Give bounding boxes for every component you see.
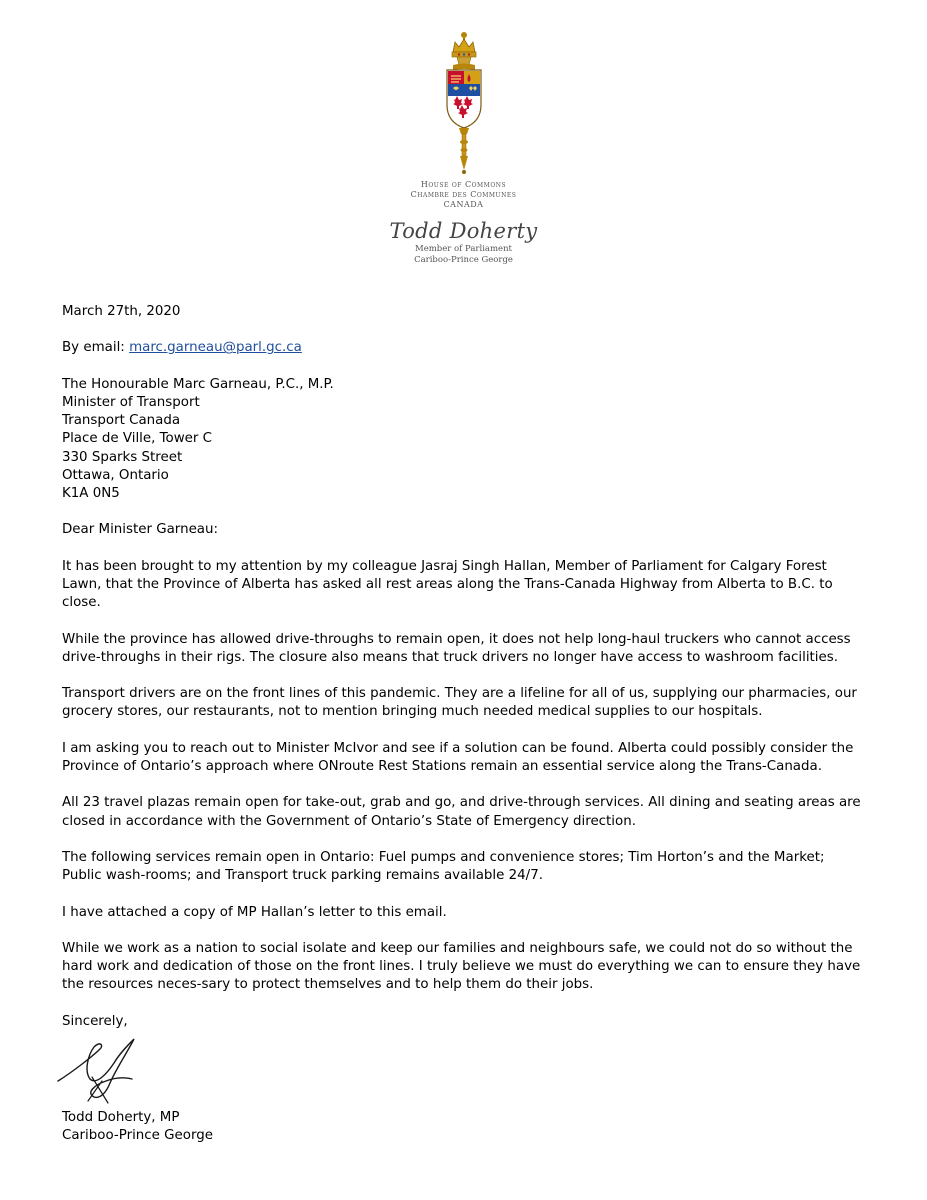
email-line	[62, 339, 862, 357]
address-line: Ottawa, Ontario	[62, 467, 169, 483]
email-prefix: By email:	[62, 340, 130, 356]
recipient-address	[62, 376, 862, 503]
address-line: The Honourable Marc Garneau, P.C., M.P.	[62, 376, 334, 392]
body-paragraph: While the province has allowed drive-throughs to remain open, it does not help long-haul truckers who cannot access drive-throughs in their rigs. The closure also means that truck drivers no longer have access to washroom facilities.	[62, 631, 851, 665]
letter-body	[62, 303, 862, 1145]
letterhead-role: Member of Parliament	[415, 244, 512, 254]
letter-date: March 27th, 2020	[62, 304, 181, 319]
body-paragraph: All 23 travel plazas remain open for take-out, grab and go, and drive-through services. All dining and seating areas are closed in accordance with the Government of Ontario’s State of Emergency direction.	[62, 795, 861, 829]
address-line: Minister of Transport	[62, 394, 200, 410]
body-paragraph: The following services remain open in Ontario: Fuel pumps and convenience stores; Tim Horton’s and the Market; Public wash-rooms; and Transport truck parking remains available 24/7.	[62, 849, 825, 884]
address-line: 330 Sparks Street	[62, 449, 183, 465]
closing: Sincerely,	[62, 1013, 128, 1029]
body-paragraph: I have attached a copy of MP Hallan’s letter to this email.	[62, 904, 447, 920]
signer-block	[62, 1109, 862, 1145]
body-paragraph: Transport drivers are on the front lines of this pandemic. They are a lifeline for all of us, supplying our pharmacies, our grocery stores, our restaurants, not to mention bringing much needed medical supplies to our hospitals.	[62, 686, 857, 720]
handwritten-signature-icon	[54, 1019, 184, 1109]
letterhead-country: CANADA	[443, 200, 484, 209]
letterhead-line-english: House of Commons	[420, 180, 507, 189]
letterhead	[0, 30, 927, 266]
body-paragraph: While we work as a nation to social isolate and keep our families and neighbours safe, we could not do so without the hard work and dedication of those on the front lines. I truly believe we must do everything we can to ensure they have the resources neces-sary to protect themselves and to help them do their jobs.	[62, 940, 861, 993]
signer-name: Todd Doherty, MP	[62, 1109, 180, 1125]
salutation: Dear Minister Garneau:	[62, 522, 219, 538]
recipient-email-link[interactable]: marc.garneau@parl.gc.ca	[129, 340, 302, 356]
parliament-crest-icon	[429, 30, 499, 180]
letterhead-riding: Cariboo-Prince George	[414, 255, 513, 265]
signer-riding: Cariboo-Prince George	[62, 1128, 213, 1144]
address-line: K1A 0N5	[62, 486, 120, 501]
letterhead-line-french: Chambre des Communes	[410, 190, 517, 199]
signature-area	[62, 1019, 862, 1109]
body-paragraph: I am asking you to reach out to Minister McIvor and see if a solution can be found. Alberta could possibly consider the Province of Ontario’s approach where ONroute Rest Stations remain an essential service along the Trans-Canada.	[62, 740, 854, 774]
address-line: Place de Ville, Tower C	[62, 431, 213, 447]
address-line: Transport Canada	[62, 413, 181, 429]
letterhead-mp-name: Todd Doherty	[389, 219, 538, 243]
body-paragraph: It has been brought to my attention by my colleague Jasraj Singh Hallan, Member of Parliament for Calgary Forest Lawn, that the Province of Alberta has asked all rest areas along the Trans-Canada Highway from Alberta to B.C. to close.	[62, 558, 833, 611]
